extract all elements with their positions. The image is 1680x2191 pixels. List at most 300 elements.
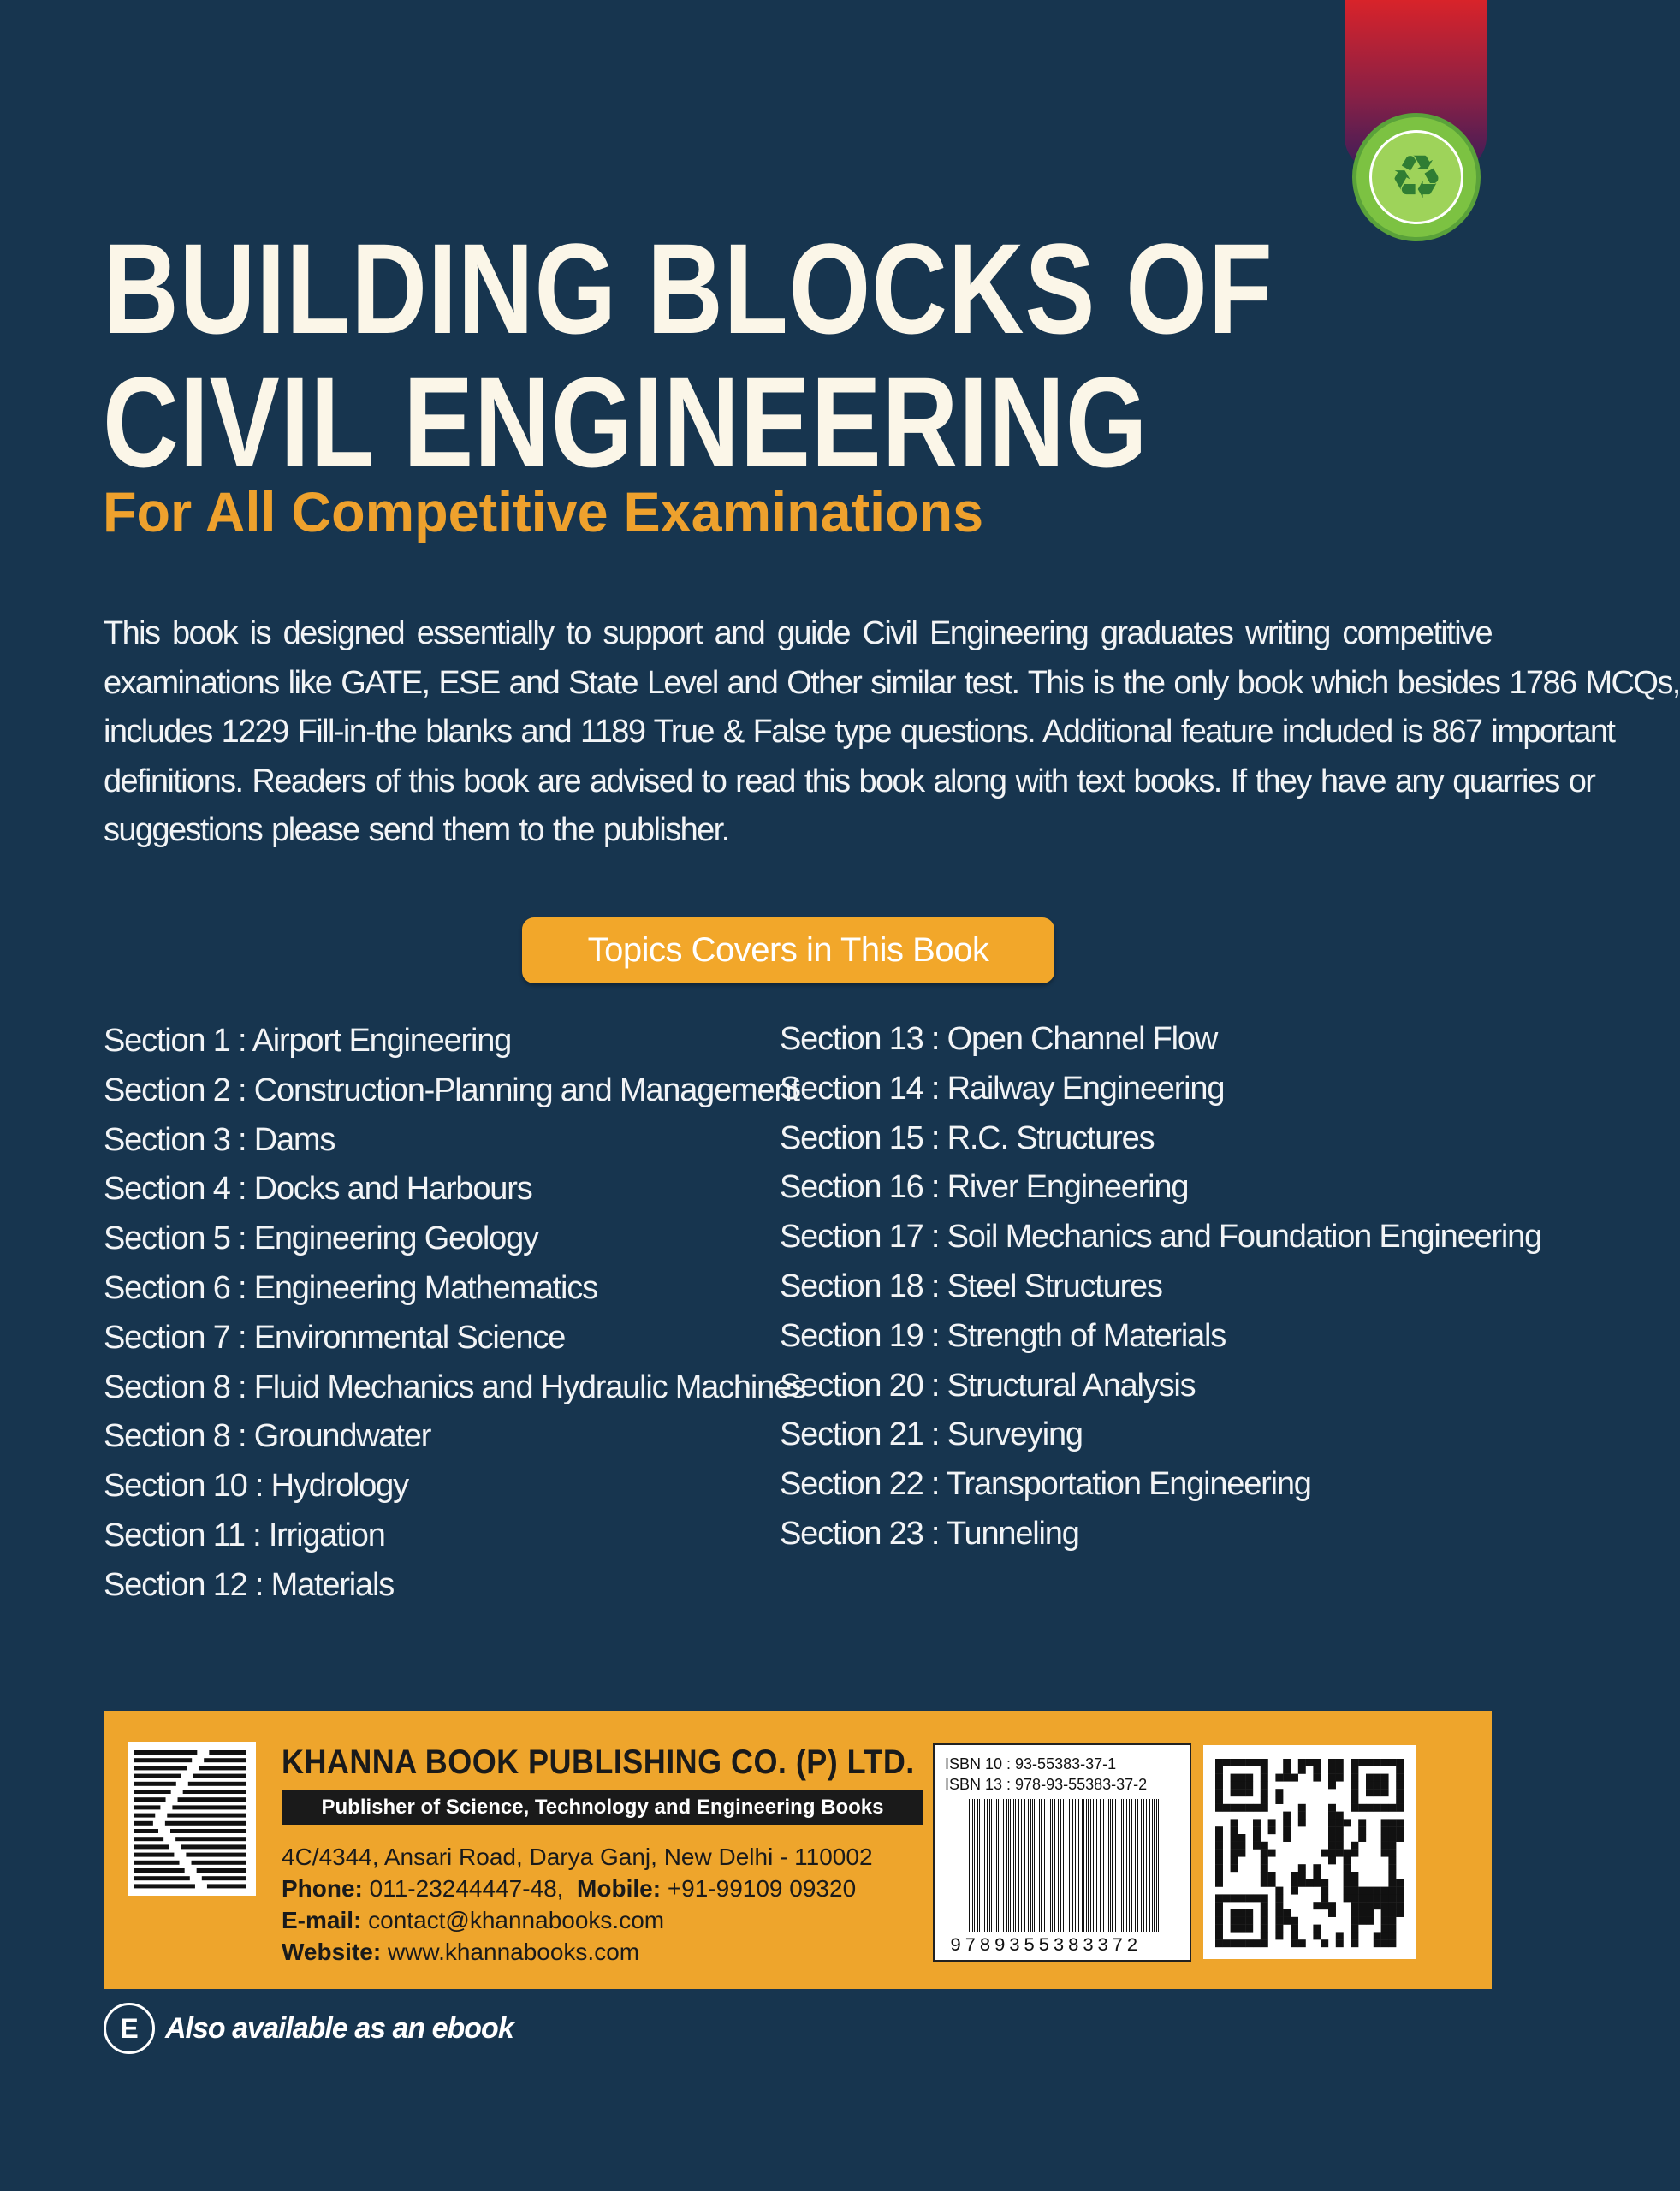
qr-module: [1396, 1766, 1404, 1774]
barcode-bar: [1060, 1799, 1061, 1932]
publisher-logo: [128, 1742, 256, 1896]
qr-module: [1396, 1887, 1404, 1895]
qr-module: [1215, 1759, 1223, 1766]
qr-module: [1261, 1774, 1268, 1782]
qr-module: [1374, 1902, 1381, 1909]
qr-module: [1366, 1902, 1374, 1909]
qr-module: [1275, 1774, 1283, 1782]
barcode-bar: [1078, 1799, 1079, 1932]
qr-module: [1238, 1917, 1245, 1925]
barcode-bar: [1024, 1799, 1025, 1932]
qr-module: [1381, 1834, 1389, 1842]
logo-stripe: [197, 1868, 246, 1873]
qr-module: [1313, 1864, 1321, 1872]
logo-stripe: [134, 1805, 160, 1809]
qr-module: [1358, 1909, 1366, 1917]
qr-module: [1253, 1842, 1261, 1850]
barcode-bar: [1112, 1799, 1113, 1932]
qr-module: [1245, 1925, 1253, 1933]
qr-module: [1313, 1766, 1321, 1774]
logo-stripe: [204, 1758, 246, 1762]
qr-module: [1381, 1917, 1389, 1925]
qr-module: [1231, 1842, 1238, 1850]
qr-module: [1238, 1759, 1245, 1766]
qr-module: [1298, 1812, 1306, 1820]
qr-module: [1351, 1894, 1358, 1902]
qr-module: [1328, 1759, 1336, 1766]
barcode-bar: [1069, 1799, 1070, 1932]
barcode-bar: [969, 1799, 970, 1932]
barcode-bar: [1010, 1799, 1011, 1932]
ebook-icon: E: [104, 2003, 155, 2054]
qr-module: [1215, 1879, 1223, 1887]
qr-module: [1223, 1894, 1231, 1902]
barcode-bar: [1015, 1799, 1016, 1932]
qr-module: [1231, 1826, 1238, 1834]
qr-module: [1381, 1789, 1389, 1796]
barcode-bar: [1058, 1799, 1059, 1932]
logo-stripe: [165, 1821, 246, 1826]
email-address[interactable]: contact@khannabooks.com: [368, 1907, 665, 1933]
barcode-bar: [977, 1799, 978, 1932]
qr-module: [1245, 1781, 1253, 1789]
barcode-bar: [1146, 1799, 1147, 1932]
qr-module: [1313, 1872, 1321, 1879]
qr-module: [1381, 1774, 1389, 1782]
qr-module: [1268, 1879, 1276, 1887]
email-label: E-mail:: [282, 1907, 362, 1933]
barcode-bar: [1063, 1799, 1064, 1932]
qr-module: [1374, 1804, 1381, 1812]
qr-module: [1328, 1819, 1336, 1826]
qr-module: [1351, 1766, 1358, 1774]
logo-stripe: [134, 1821, 153, 1826]
qr-module: [1298, 1804, 1306, 1812]
qr-module: [1215, 1826, 1223, 1834]
qr-module: [1336, 1834, 1344, 1842]
logo-stripe: [181, 1844, 246, 1849]
qr-module: [1298, 1864, 1306, 1872]
qr-module: [1366, 1789, 1374, 1796]
barcode-bar: [1090, 1799, 1091, 1932]
barcode-bar: [1137, 1799, 1138, 1932]
qr-module: [1268, 1850, 1276, 1857]
qr-module: [1381, 1902, 1389, 1909]
qr-module: [1231, 1925, 1238, 1933]
qr-module: [1344, 1887, 1351, 1895]
barcode-bar: [1093, 1799, 1094, 1932]
qr-module: [1374, 1932, 1381, 1939]
qr-module: [1351, 1850, 1358, 1857]
qr-module: [1366, 1759, 1374, 1766]
qr-module: [1253, 1826, 1261, 1834]
section-item: Section 16 : River Engineering: [780, 1169, 1189, 1206]
logo-stripe: [134, 1829, 158, 1833]
section-item: Section 13 : Open Channel Flow: [780, 1021, 1218, 1057]
qr-module: [1358, 1887, 1366, 1895]
qr-module: [1396, 1894, 1404, 1902]
qr-module: [1275, 1894, 1283, 1902]
qr-module: [1215, 1939, 1223, 1947]
qr-module: [1374, 1759, 1381, 1766]
qr-module: [1268, 1826, 1276, 1834]
qr-module: [1381, 1804, 1389, 1812]
qr-module: [1215, 1781, 1223, 1789]
qr-module: [1313, 1925, 1321, 1933]
qr-module: [1396, 1789, 1404, 1796]
qr-module: [1313, 1902, 1321, 1909]
recycle-icon: ♻: [1369, 130, 1463, 224]
qr-module: [1351, 1932, 1358, 1939]
qr-module: [1351, 1796, 1358, 1804]
barcode-bar: [987, 1799, 988, 1932]
qr-module: [1231, 1774, 1238, 1782]
qr-module: [1328, 1766, 1336, 1774]
qr-module: [1231, 1789, 1238, 1796]
qr-module: [1388, 1932, 1396, 1939]
logo-stripe: [193, 1774, 246, 1778]
qr-module: [1328, 1834, 1336, 1842]
qr-module: [1283, 1766, 1291, 1774]
qr-module: [1328, 1781, 1336, 1789]
qr-module: [1261, 1917, 1268, 1925]
qr-module: [1358, 1759, 1366, 1766]
sections-list-right: [780, 1015, 1541, 1559]
qr-module: [1275, 1909, 1283, 1917]
qr-module: [1268, 1872, 1276, 1879]
barcode-bar: [1006, 1799, 1007, 1932]
qr-module: [1215, 1842, 1223, 1850]
qr-module: [1291, 1932, 1298, 1939]
qr-module: [1388, 1909, 1396, 1917]
qr-module: [1215, 1850, 1223, 1857]
qr-module: [1321, 1894, 1328, 1902]
qr-module: [1231, 1850, 1238, 1857]
qr-module: [1321, 1850, 1328, 1857]
qr-module: [1253, 1759, 1261, 1766]
barcode-bar: [991, 1799, 992, 1932]
qr-module: [1298, 1766, 1306, 1774]
logo-stripe: [134, 1853, 174, 1857]
qr-module: [1388, 1917, 1396, 1925]
qr-module: [1261, 1872, 1268, 1879]
ebook-text: Also available as an ebook: [165, 2011, 513, 2045]
section-item: Section 10 : Hydrology: [104, 1468, 408, 1505]
qr-module: [1374, 1939, 1381, 1947]
logo-stripe: [134, 1774, 181, 1778]
qr-module: [1381, 1939, 1389, 1947]
qr-module: [1245, 1909, 1253, 1917]
qr-module: [1381, 1819, 1389, 1826]
description-line: examinations like GATE, ESE and State Level and Other similar test. This is the only book which besides 1786 MCQs,: [104, 664, 1680, 701]
qr-module: [1351, 1759, 1358, 1766]
logo-stripe: [199, 1766, 246, 1770]
logo-stripe: [188, 1782, 246, 1786]
logo-stripe: [134, 1837, 163, 1841]
qr-module: [1321, 1887, 1328, 1895]
qr-module: [1313, 1879, 1321, 1887]
qr-module: [1351, 1872, 1358, 1879]
barcode-bar: [1103, 1799, 1104, 1932]
barcode-bar: [984, 1799, 985, 1932]
qr-module: [1336, 1850, 1344, 1857]
barcode-bar: [1108, 1799, 1109, 1932]
website-label: Website:: [282, 1939, 382, 1965]
qr-module: [1261, 1856, 1268, 1864]
qr-code[interactable]: [1215, 1759, 1404, 1947]
qr-module: [1396, 1879, 1404, 1887]
qr-module: [1231, 1909, 1238, 1917]
qr-module: [1231, 1781, 1238, 1789]
qr-module: [1261, 1766, 1268, 1774]
qr-module: [1298, 1939, 1306, 1947]
qr-module: [1344, 1864, 1351, 1872]
logo-stripe: [134, 1758, 192, 1762]
barcode-bar: [989, 1799, 990, 1932]
barcode-bar: [1129, 1799, 1130, 1932]
qr-module: [1328, 1856, 1336, 1864]
barcode-bar: [1100, 1799, 1101, 1932]
qr-module: [1396, 1819, 1404, 1826]
qr-module: [1358, 1819, 1366, 1826]
barcode-bar: [1050, 1799, 1051, 1932]
logo-stripe: [178, 1797, 246, 1802]
qr-module: [1215, 1856, 1223, 1864]
qr-module: [1261, 1804, 1268, 1812]
qr-module: [1321, 1902, 1328, 1909]
section-item: Section 8 : Groundwater: [104, 1418, 431, 1455]
qr-module: [1396, 1774, 1404, 1782]
qr-module: [1261, 1894, 1268, 1902]
qr-module: [1388, 1804, 1396, 1812]
qr-module: [1388, 1864, 1396, 1872]
barcode-bar: [1135, 1799, 1136, 1932]
barcode-bar: [974, 1799, 975, 1932]
qr-module: [1388, 1826, 1396, 1834]
qr-module: [1351, 1842, 1358, 1850]
description-line: definitions. Readers of this book are advised to read this book along with text books. If they have any quarries or: [104, 763, 1595, 799]
qr-module: [1223, 1939, 1231, 1947]
qr-module: [1344, 1856, 1351, 1864]
qr-module: [1336, 1826, 1344, 1834]
isbn-13: ISBN 13 : 978-93-55383-37-2: [945, 1776, 1148, 1793]
qr-module: [1336, 1819, 1344, 1826]
barcode-bar: [1126, 1799, 1127, 1932]
qr-module: [1388, 1894, 1396, 1902]
section-item: Section 2 : Construction-Planning and Management: [104, 1072, 799, 1108]
description-line: suggestions please send them to the publisher.: [104, 812, 729, 848]
barcode-number: 9789355383372: [950, 1935, 1142, 1956]
section-item: Section 1 : Airport Engineering: [104, 1023, 512, 1059]
qr-module: [1381, 1781, 1389, 1789]
section-item: Section 23 : Tunneling: [780, 1515, 1079, 1552]
qr-module: [1358, 1917, 1366, 1925]
qr-module: [1261, 1781, 1268, 1789]
qr-module: [1223, 1804, 1231, 1812]
barcode-bar: [998, 1799, 999, 1932]
qr-module: [1344, 1850, 1351, 1857]
qr-module: [1298, 1819, 1306, 1826]
qr-module: [1283, 1812, 1291, 1820]
recycled-paper-seal: [1352, 113, 1481, 241]
qr-module: [1374, 1774, 1381, 1782]
qr-module: [1283, 1909, 1291, 1917]
barcode-bar: [1032, 1799, 1033, 1932]
qr-module: [1381, 1887, 1389, 1895]
qr-module: [1358, 1826, 1366, 1834]
publisher-tagline: Publisher of Science, Technology and Engineering Books: [282, 1790, 923, 1825]
qr-module: [1344, 1894, 1351, 1902]
publisher-footer: [104, 1711, 1492, 1989]
qr-module: [1275, 1789, 1283, 1796]
qr-module: [1388, 1819, 1396, 1826]
barcode-bar: [996, 1799, 997, 1932]
qr-module: [1358, 1894, 1366, 1902]
qr-module: [1261, 1789, 1268, 1796]
qr-module: [1283, 1819, 1291, 1826]
qr-module: [1396, 1759, 1404, 1766]
qr-module: [1336, 1812, 1344, 1820]
qr-module: [1374, 1894, 1381, 1902]
qr-module: [1358, 1804, 1366, 1812]
section-item: Section 12 : Materials: [104, 1566, 394, 1603]
publisher-contact: [282, 1841, 873, 1968]
logo-stripe: [134, 1876, 190, 1880]
qr-module: [1366, 1774, 1374, 1782]
qr-module: [1306, 1879, 1314, 1887]
isbn-barcode-box: [933, 1743, 1191, 1962]
qr-module: [1328, 1902, 1336, 1909]
barcode-bar: [1088, 1799, 1089, 1932]
description-line: includes 1229 Fill-in-the blanks and 1189 True & False type questions. Additional feature included is 867 important: [104, 714, 1615, 750]
section-item: Section 11 : Irrigation: [104, 1517, 385, 1553]
barcode-bar: [1021, 1799, 1022, 1932]
qr-module: [1215, 1864, 1223, 1872]
barcode: [969, 1799, 1161, 1936]
section-item: Section 20 : Structural Analysis: [780, 1367, 1196, 1404]
publisher-address: 4C/4344, Ansari Road, Darya Ganj, New Delhi - 110002: [282, 1844, 873, 1870]
qr-module: [1238, 1842, 1245, 1850]
qr-module: [1321, 1879, 1328, 1887]
qr-module: [1313, 1932, 1321, 1939]
qr-module: [1231, 1804, 1238, 1812]
logo-stripe: [209, 1750, 246, 1755]
qr-module: [1238, 1774, 1245, 1782]
qr-module: [1245, 1759, 1253, 1766]
qr-module: [1291, 1925, 1298, 1933]
barcode-bar: [1018, 1799, 1019, 1932]
qr-module: [1388, 1902, 1396, 1909]
section-item: Section 8 : Fluid Mechanics and Hydraulic Machines: [104, 1369, 806, 1405]
section-item: Section 3 : Dams: [104, 1121, 335, 1158]
qr-module: [1238, 1939, 1245, 1947]
qr-module: [1245, 1894, 1253, 1902]
qr-module: [1291, 1917, 1298, 1925]
qr-module: [1253, 1939, 1261, 1947]
qr-module: [1261, 1796, 1268, 1804]
qr-module: [1245, 1774, 1253, 1782]
qr-module: [1291, 1872, 1298, 1879]
qr-module: [1344, 1872, 1351, 1879]
logo-stripe: [175, 1837, 246, 1841]
logo-stripe: [134, 1766, 187, 1770]
qr-module: [1253, 1834, 1261, 1842]
qr-module: [1275, 1925, 1283, 1933]
qr-module: [1328, 1804, 1336, 1812]
qr-module: [1388, 1834, 1396, 1842]
qr-module: [1344, 1879, 1351, 1887]
barcode-bar: [1086, 1799, 1087, 1932]
qr-module: [1351, 1887, 1358, 1895]
qr-module: [1238, 1909, 1245, 1917]
qr-module: [1238, 1925, 1245, 1933]
qr-module: [1396, 1826, 1404, 1834]
qr-module: [1381, 1909, 1389, 1917]
description-line: This book is designed essentially to support and guide Civil Engineering graduates writing competitive: [104, 615, 1492, 651]
barcode-bar: [1096, 1799, 1097, 1932]
qr-module: [1366, 1909, 1374, 1917]
qr-module: [1328, 1850, 1336, 1857]
qr-module: [1321, 1939, 1328, 1947]
barcode-bar: [1034, 1799, 1035, 1932]
barcode-bar: [1110, 1799, 1111, 1932]
qr-module: [1283, 1774, 1291, 1782]
section-item: Section 15 : R.C. Structures: [780, 1119, 1155, 1156]
topics-heading: Topics Covers in This Book: [522, 917, 1054, 983]
section-item: Section 7 : Environmental Science: [104, 1319, 566, 1356]
logo-stripe: [183, 1790, 246, 1794]
barcode-bar: [1083, 1799, 1084, 1932]
qr-module: [1268, 1819, 1276, 1826]
logo-stripe: [134, 1782, 176, 1786]
qr-module: [1261, 1759, 1268, 1766]
qr-module: [1261, 1909, 1268, 1917]
qr-module: [1374, 1781, 1381, 1789]
barcode-bar: [972, 1799, 973, 1932]
qr-module: [1261, 1842, 1268, 1850]
qr-module: [1336, 1939, 1344, 1947]
qr-module: [1215, 1774, 1223, 1782]
qr-module: [1231, 1834, 1238, 1842]
book-subtitle: For All Competitive Examinations: [103, 480, 984, 543]
qr-module: [1253, 1819, 1261, 1826]
barcode-bar: [1003, 1799, 1004, 1932]
barcode-bar: [1152, 1799, 1153, 1932]
phone-number: 011-23244447-48,: [369, 1875, 564, 1902]
qr-module: [1223, 1759, 1231, 1766]
qr-module: [1261, 1879, 1268, 1887]
qr-module: [1215, 1909, 1223, 1917]
qr-module: [1388, 1759, 1396, 1766]
website-link[interactable]: www.khannabooks.com: [387, 1939, 640, 1965]
barcode-bar: [1054, 1799, 1055, 1932]
barcode-bar: [1028, 1799, 1029, 1932]
barcode-bar: [1075, 1799, 1076, 1932]
qr-module: [1253, 1804, 1261, 1812]
logo-stripe: [202, 1876, 246, 1880]
qr-module: [1238, 1850, 1245, 1857]
logo-stripe: [134, 1844, 169, 1849]
logo-stripe: [207, 1884, 246, 1888]
section-item: Section 18 : Steel Structures: [780, 1268, 1162, 1304]
qr-module: [1381, 1894, 1389, 1902]
qr-module: [1336, 1774, 1344, 1782]
logo-stripe: [186, 1853, 246, 1857]
qr-module: [1215, 1925, 1223, 1933]
qr-module: [1351, 1879, 1358, 1887]
logo-stripe: [134, 1884, 195, 1888]
qr-module: [1261, 1939, 1268, 1947]
